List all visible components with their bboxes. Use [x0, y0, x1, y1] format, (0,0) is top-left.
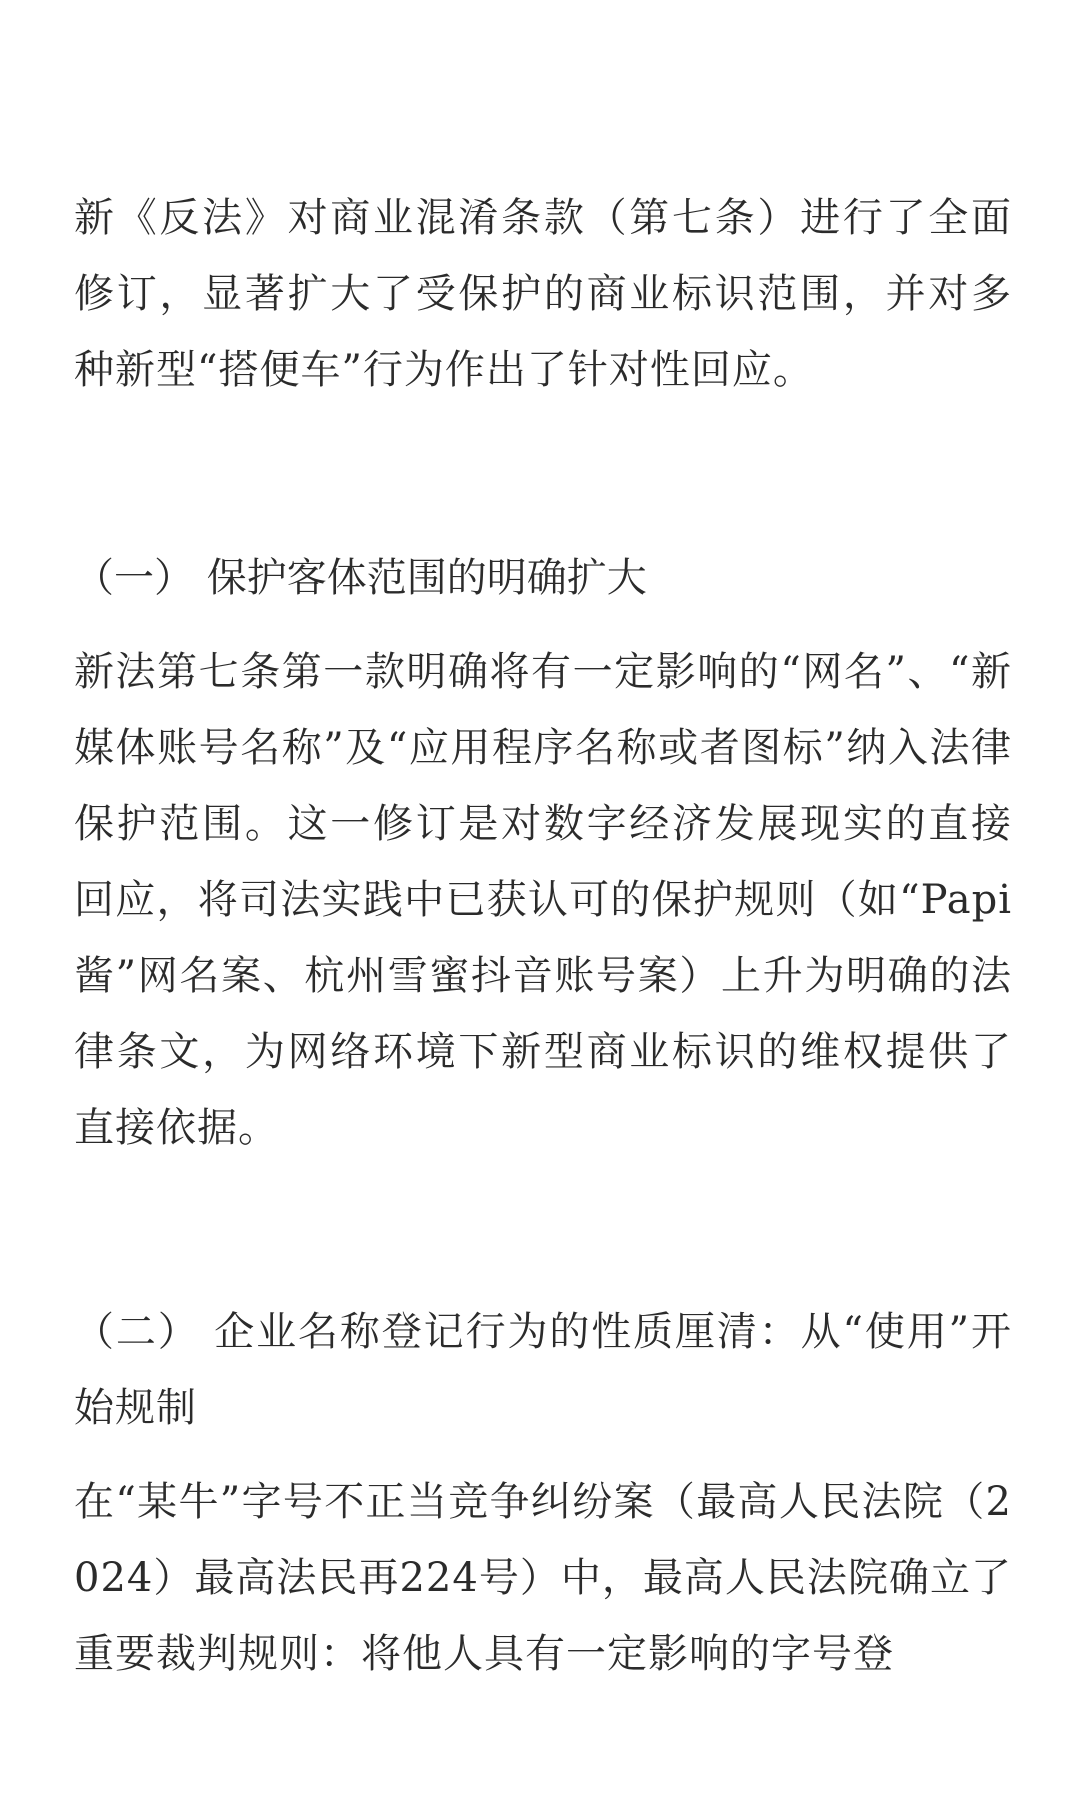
section-heading-1: （一） 保护客体范围的明确扩大	[74, 555, 647, 601]
section-body-2: 在“某牛”字号不正当竞争纠纷案（最高人民法院（2024）最高法民再224号）中，最高人民法院确立了重要裁判规则：将他人具有一定影响的字号登	[74, 1479, 1012, 1677]
section-heading-2: （二） 企业名称登记行为的性质厘清：从“使用”开始规制	[74, 1309, 1012, 1431]
section-body-1: 新法第七条第一款明确将有一定影响的“网名”、“新媒体账号名称”及“应用程序名称或者图标”纳入法律保护范围。这一修订是对数字经济发展现实的直接回应，将司法实践中已获认可的保护规则（如“Papi酱”网名案、杭州雪蜜抖音账号案）上升为明确的法律条文，为网络环境下新型商业标识的维权提供了直接依据。	[74, 649, 1012, 1151]
intro-paragraph: 新《反法》对商业混淆条款（第七条）进行了全面修订，显著扩大了受保护的商业标识范围，并对多种新型“搭便车”行为作出了针对性回应。	[74, 195, 1012, 393]
